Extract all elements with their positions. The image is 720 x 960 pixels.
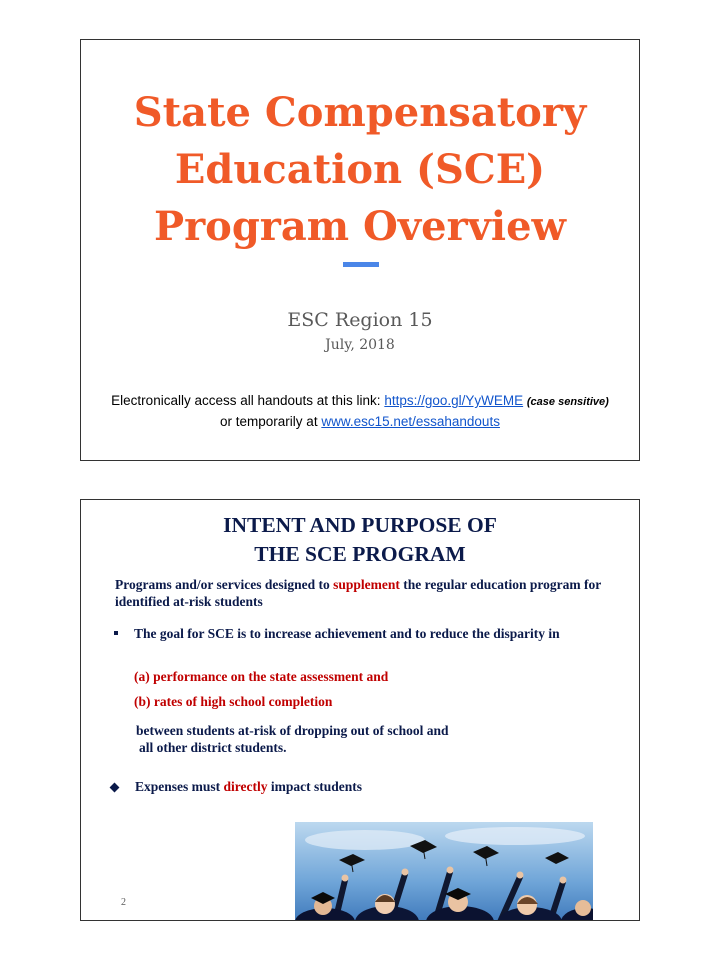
access-line-1 [81, 391, 639, 412]
item-a: (a) performance on the state assessment and [134, 669, 389, 684]
goal-bullet [114, 625, 594, 642]
access-prefix: Electronically access all handouts at this link: [111, 393, 385, 408]
graduates-photo [295, 822, 593, 921]
expenses-bullet [111, 778, 362, 795]
handouts-access-note [81, 391, 639, 432]
slide-title [81, 511, 639, 569]
title-line-3: Program Overview [154, 203, 566, 250]
graduates-throwing-caps-icon [295, 822, 593, 921]
slide-subtitle: ESC Region 15 [287, 309, 433, 331]
access-line-2 [81, 412, 639, 432]
title-line-1: State Compensatory [133, 89, 587, 136]
access-line2-prefix: or temporarily at [220, 414, 322, 429]
goal-text: The goal for SCE is to increase achievement and to reduce the disparity in [134, 626, 560, 641]
handouts-alt-link[interactable]: www.esc15.net/essahandouts [321, 414, 500, 429]
slide-title [81, 84, 639, 255]
between-text [136, 722, 449, 756]
directly-highlight: directly [223, 779, 268, 794]
between-line-1: between students at-risk of dropping out of school and [136, 723, 449, 738]
expenses-text [135, 778, 362, 795]
diamond-bullet-icon [110, 783, 120, 793]
between-line-2: all other district students. [139, 740, 287, 755]
slide-date: July, 2018 [325, 337, 395, 353]
intro-text-pre: Programs and/or services designed to [115, 577, 334, 592]
title-line-1: INTENT AND PURPOSE OF [223, 513, 497, 537]
supplement-highlight: supplement [333, 577, 400, 592]
title-line-2: Education (SCE) [174, 146, 546, 193]
item-b: (b) rates of high school completion [134, 694, 333, 709]
title-line-2: THE SCE PROGRAM [254, 542, 466, 566]
intro-paragraph [115, 576, 605, 610]
expense-pre: Expenses must [135, 779, 224, 794]
title-accent-bar [343, 262, 379, 267]
intro-text-post: the regular education program for identified at-risk students [115, 577, 601, 609]
title-slide [80, 39, 640, 461]
handouts-link[interactable]: https://goo.gl/YyWEME [384, 393, 524, 408]
square-bullet-icon [114, 631, 118, 635]
page-number: 2 [121, 897, 126, 908]
intent-purpose-slide [80, 499, 640, 921]
expense-post: impact students [267, 779, 363, 794]
case-sensitive-note: (case sensitive) [526, 396, 609, 408]
